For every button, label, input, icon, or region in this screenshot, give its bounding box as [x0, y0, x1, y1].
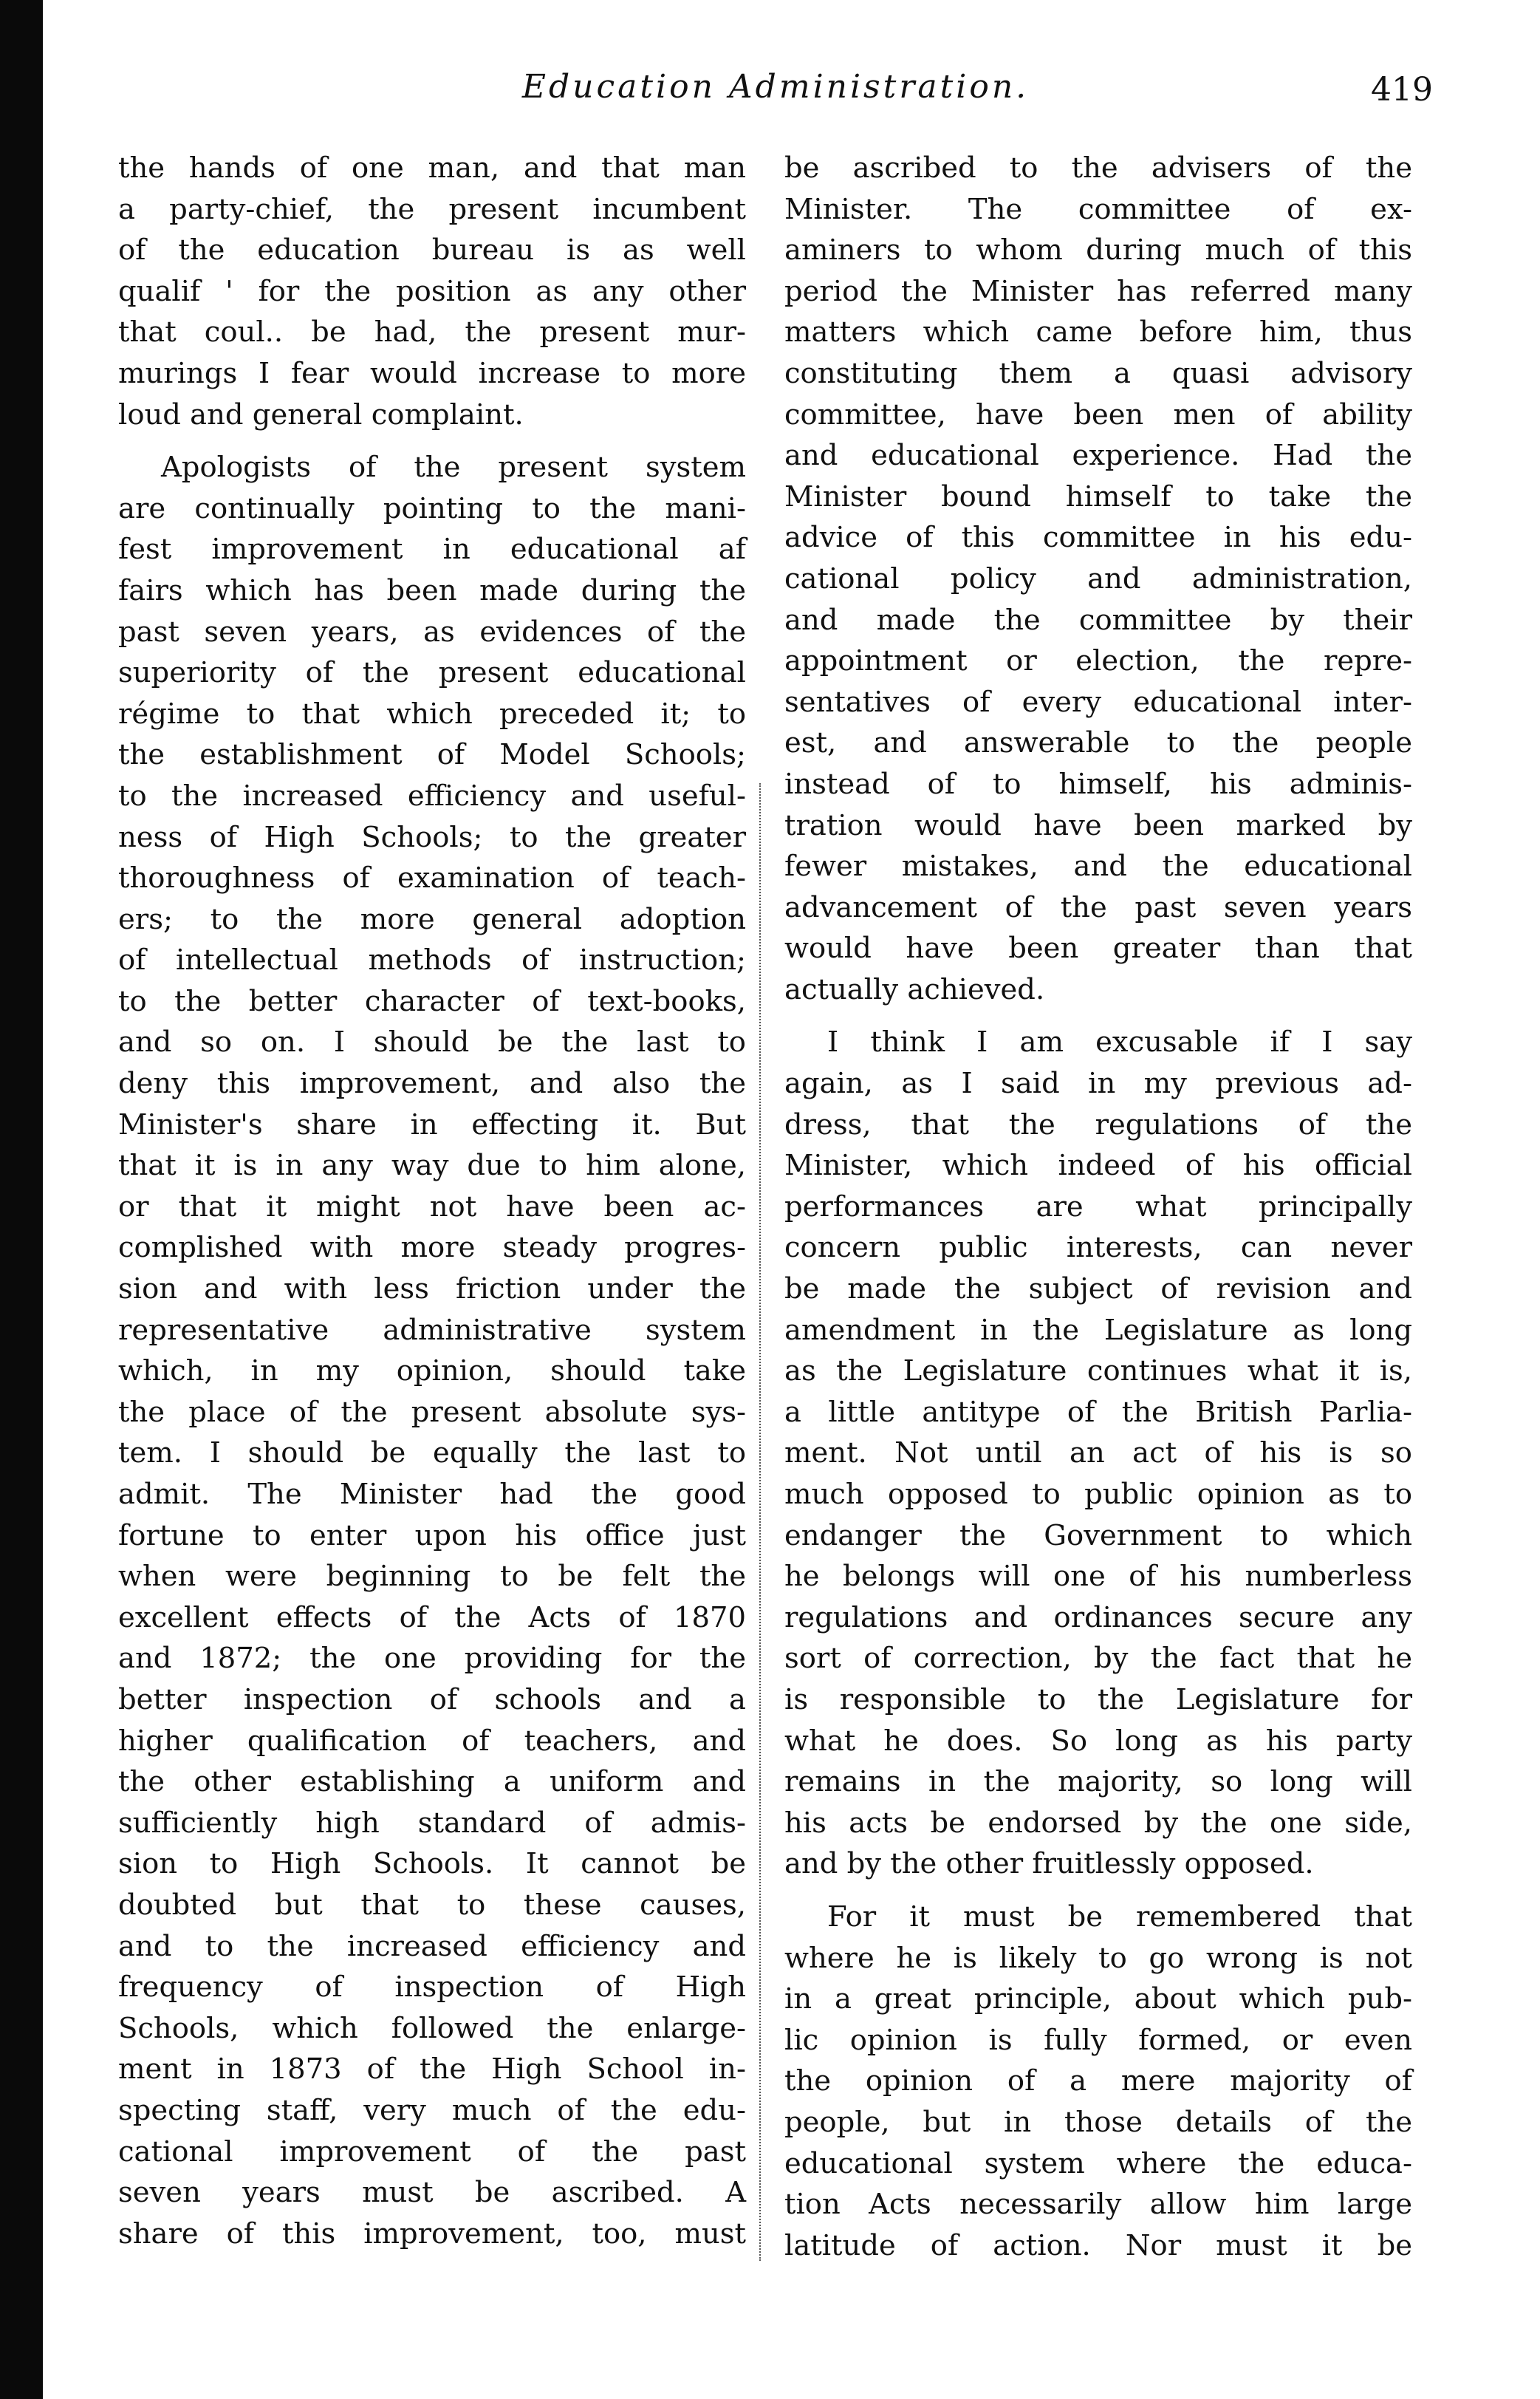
- text-line: cational improvement of the past: [118, 2134, 746, 2168]
- text-line: frequency of inspection of High: [118, 1970, 746, 2004]
- text-line: murings I fear would increase to more: [118, 356, 746, 390]
- text-line: sufficiently high standard of admis-: [118, 1806, 746, 1840]
- text-line: excellent effects of the Acts of 1870: [118, 1600, 746, 1634]
- text-line: representative administrative system: [118, 1313, 746, 1347]
- text-line: performances are what principally: [784, 1190, 1412, 1224]
- left-column: [118, 148, 746, 2254]
- text-line: tration would have been marked by: [784, 808, 1412, 842]
- text-line: higher qualification of teachers, and: [118, 1724, 746, 1758]
- paragraph: [784, 1897, 1412, 2266]
- text-line: complished with more steady progres-: [118, 1231, 746, 1265]
- text-line: admit. The Minister had the good: [118, 1478, 746, 1511]
- text-line: For it must be remembered that: [827, 1900, 1412, 1934]
- text-line: fest improvement in educational af: [118, 533, 746, 567]
- paragraph-gap: [118, 435, 746, 447]
- text-line: of intellectual methods of instruction;: [118, 943, 746, 977]
- text-line: advancement of the past seven years: [784, 890, 1412, 924]
- paragraph: [784, 148, 1412, 1010]
- text-line: Apologists of the present system: [161, 451, 746, 485]
- text-line: share of this improvement, too, must: [118, 2217, 746, 2250]
- text-line: past seven years, as evidences of the: [118, 615, 746, 649]
- text-line: that coul.. be had, the present mur-: [118, 315, 746, 349]
- text-line: est, and answerable to the people: [784, 726, 1412, 760]
- text-line: would have been greater than that: [784, 932, 1412, 966]
- text-line: ers; to the more general adoption: [118, 902, 746, 936]
- text-line: seven years must be ascribed. A: [118, 2176, 746, 2210]
- text-line: thoroughness of examination of teach-: [118, 861, 746, 895]
- text-line: remains in the majority, so long will: [784, 1765, 1412, 1799]
- paragraph: [784, 1022, 1412, 1884]
- text-line: and by the other fruitlessly opposed.: [784, 1847, 1314, 1881]
- text-line: regulations and ordinances secure any: [784, 1600, 1412, 1634]
- text-line: again, as I said in my previous ad-: [784, 1067, 1412, 1101]
- text-line: fewer mistakes, and the educational: [784, 850, 1412, 884]
- text-line: to the increased efficiency and useful-: [118, 779, 746, 813]
- text-line: and made the committee by their: [784, 603, 1412, 637]
- text-line: and 1872; the one providing for the: [118, 1642, 746, 1676]
- text-line: better inspection of schools and a: [118, 1682, 746, 1716]
- text-line: are continually pointing to the mani-: [118, 491, 746, 525]
- text-line: and educational experience. Had the: [784, 439, 1412, 473]
- text-line: or that it might not have been ac-: [118, 1190, 746, 1224]
- text-line: be ascribed to the advisers of the: [784, 151, 1412, 185]
- text-line: and so on. I should be the last to: [118, 1026, 746, 1059]
- text-line: actually achieved.: [784, 972, 1045, 1006]
- text-line: dress, that the regulations of the: [784, 1108, 1412, 1142]
- text-line: when were beginning to be felt the: [118, 1560, 746, 1594]
- text-line: sentatives of every educational inter-: [784, 685, 1412, 719]
- text-line: which, in my opinion, should take: [118, 1354, 746, 1388]
- text-line: where he is likely to go wrong is not: [784, 1941, 1412, 1975]
- text-line: the place of the present absolute sys-: [118, 1395, 746, 1429]
- text-line: he belongs will one of his numberless: [784, 1560, 1412, 1594]
- paragraph: [118, 148, 746, 435]
- text-line: sion to High Schools. It cannot be: [118, 1847, 746, 1881]
- column-separator: [759, 783, 761, 2261]
- right-column: [784, 148, 1412, 2266]
- text-line: I think I am excusable if I say: [827, 1026, 1412, 1059]
- text-line: in a great principle, about which pub-: [784, 1982, 1412, 2016]
- text-line: superiority of the present educational: [118, 656, 746, 690]
- text-line: ment in 1873 of the High School in-: [118, 2052, 746, 2086]
- text-line: fortune to enter upon his office just: [118, 1518, 746, 1552]
- text-line: cational policy and administration,: [784, 562, 1412, 596]
- text-line: people, but in those details of the: [784, 2105, 1412, 2139]
- text-line: and to the increased efficiency and: [118, 1929, 746, 1963]
- text-line: loud and general complaint.: [118, 397, 524, 431]
- page-number: 419: [1371, 71, 1433, 109]
- text-line: constituting them a quasi advisory: [784, 356, 1412, 390]
- text-line: Minister, which indeed of his official: [784, 1149, 1412, 1183]
- text-line: instead of to himself, his adminis-: [784, 767, 1412, 801]
- text-line: the hands of one man, and that man: [118, 151, 746, 185]
- text-line: be made the subject of revision and: [784, 1272, 1412, 1306]
- text-line: endanger the Government to which: [784, 1518, 1412, 1552]
- text-line: aminers to whom during much of this: [784, 233, 1412, 267]
- paragraph-gap: [784, 1010, 1412, 1022]
- text-line: a party-chief, the present incumbent: [118, 192, 746, 226]
- text-line: régime to that which preceded it; to: [118, 697, 746, 731]
- text-line: advice of this committee in his edu-: [784, 521, 1412, 555]
- text-line: tion Acts necessarily allow him large: [784, 2188, 1412, 2222]
- text-line: amendment in the Legislature as long: [784, 1313, 1412, 1347]
- text-line: fairs which has been made during the: [118, 573, 746, 607]
- text-line: sort of correction, by the fact that he: [784, 1642, 1412, 1676]
- text-line: the other establishing a uniform and: [118, 1765, 746, 1799]
- text-line: period the Minister has referred many: [784, 274, 1412, 308]
- text-line: latitude of action. Nor must it be: [784, 2228, 1412, 2262]
- text-line: deny this improvement, and also the: [118, 1067, 746, 1101]
- text-line: concern public interests, can never: [784, 1231, 1412, 1265]
- text-line: committee, have been men of ability: [784, 397, 1412, 431]
- text-line: of the education bureau is as well: [118, 233, 746, 267]
- text-line: the opinion of a mere majority of: [784, 2064, 1412, 2098]
- text-line: a little antitype of the British Parlia-: [784, 1395, 1412, 1429]
- text-line: appointment or election, the repre-: [784, 644, 1412, 678]
- text-line: doubted but that to these causes,: [118, 1888, 746, 1922]
- text-line: as the Legislature continues what it is,: [784, 1354, 1412, 1388]
- text-line: the establishment of Model Schools;: [118, 738, 746, 772]
- paragraph: [118, 447, 746, 2254]
- text-line: tem. I should be equally the last to: [118, 1436, 746, 1470]
- text-line: to the better character of text-books,: [118, 984, 746, 1018]
- text-line: educational system where the educa-: [784, 2146, 1412, 2180]
- text-line: Minister. The committee of ex-: [784, 192, 1412, 226]
- text-line: much opposed to public opinion as to: [784, 1478, 1412, 1511]
- text-line: that it is in any way due to him alone,: [118, 1149, 746, 1183]
- text-line: ment. Not until an act of his is so: [784, 1436, 1412, 1470]
- paragraph-gap: [784, 1885, 1412, 1897]
- text-line: matters which came before him, thus: [784, 315, 1412, 349]
- book-spine-shadow: [0, 0, 43, 2399]
- text-line: Minister bound himself to take the: [784, 480, 1412, 513]
- page-header: [118, 68, 1433, 127]
- running-title: Education Administration.: [521, 68, 1030, 106]
- text-line: Schools, which followed the enlarge-: [118, 2011, 746, 2045]
- text-line: lic opinion is fully formed, or even: [784, 2023, 1412, 2057]
- text-line: his acts be endorsed by the one side,: [784, 1806, 1412, 1840]
- text-line: ness of High Schools; to the greater: [118, 820, 746, 854]
- text-line: qualif ' for the position as any other: [118, 274, 746, 308]
- text-line: what he does. So long as his party: [784, 1724, 1412, 1758]
- text-line: specting staff, very much of the edu-: [118, 2093, 746, 2127]
- text-line: Minister's share in effecting it. But: [118, 1108, 746, 1142]
- text-line: sion and with less friction under the: [118, 1272, 746, 1306]
- text-line: is responsible to the Legislature for: [784, 1682, 1412, 1716]
